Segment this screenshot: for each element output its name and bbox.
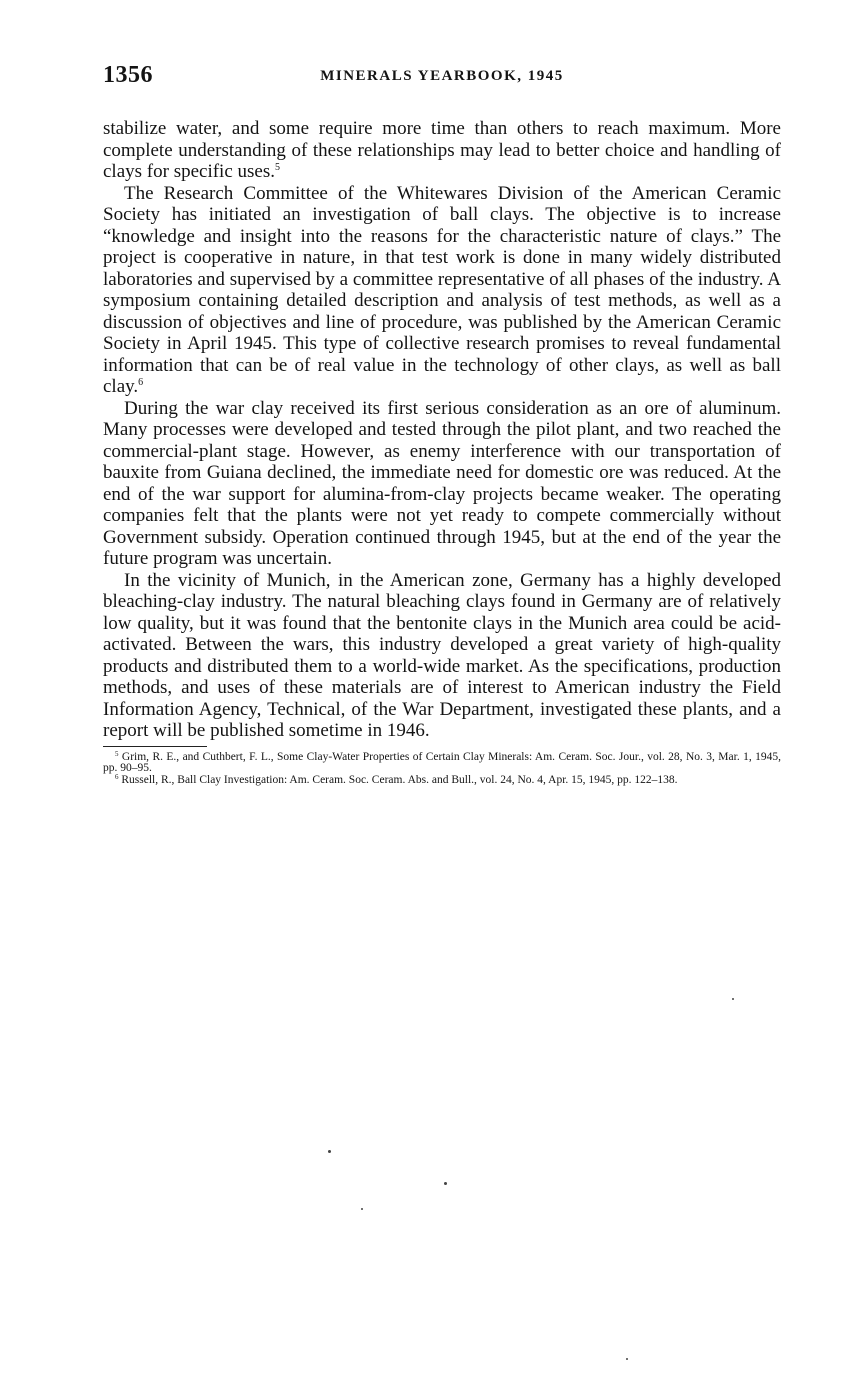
running-head — [103, 62, 781, 96]
footnote-mark: 6 — [115, 772, 119, 781]
paragraph-text: The Research Committee of the Whitewares Division of the American Ceramic Society has initiated an investigation of ball clays. The objective is to increase “knowledge and insight into the reasons for the characteristic nature of clays.” The project is cooperative in nature, in that test work is done in many widely distributed laboratories and supervised by a committee representative of all phases of the industry. A symposium containing detailed description and analysis of test methods, as well as a discussion of objectives and line of procedure, was published by the American Ceramic Society in April 1945. This type of collective research promises to reveal fundamental information that can be of real value in the technology of other clays, as well as ball clay. — [103, 182, 781, 397]
page-number: 1356 — [103, 62, 153, 88]
page — [103, 62, 781, 786]
body-text — [103, 118, 781, 742]
scan-speck — [732, 998, 734, 1000]
footnote-text: Russell, R., Ball Clay Investigation: Am. Ceram. Soc. Ceram. Abs. and Bull., vol. 24, No. 4, Apr. 15, 1945, pp. 122–138. — [121, 773, 678, 786]
paragraph-text: During the war clay received its first serious consideration as an ore of aluminum. Many processes were developed and tested through the pilot plant, and two reached the commercial-plant stage. However, as enemy interference with our transportation of bauxite from Guiana declined, the immediate need for domestic ore was reduced. At the end of the war support for alumina-from-clay projects became weaker. The operating companies felt that the plants were not yet ready to compete commercially without Government subsidy. Operation continued through 1945, but at the end of the year the future program was uncertain. — [103, 397, 781, 569]
footnote-6 — [103, 772, 781, 787]
paragraph-clay-aluminum-ore — [103, 398, 781, 570]
footnote-divider — [103, 746, 207, 747]
paragraph-text: In the vicinity of Munich, in the American zone, Germany has a highly developed bleaching-clay industry. The natural bleaching clays found in Germany are of relatively low quality, but it was found that the bentonite clays in the Munich area could be acid-activated. Between the wars, this industry developed a great variety of high-quality products and distributed them to a world-wide market. As the specifications, production methods, and uses of these materials are of interest to American industry the Field Information Agency, Technical, of the War Department, investigated these plants, and a report will be published sometime in 1946. — [103, 569, 781, 741]
footnote-reference: 5 — [275, 162, 280, 173]
paragraph-munich-bleaching-clay — [103, 570, 781, 742]
paragraph-continuation — [103, 118, 781, 183]
footnotes — [103, 749, 782, 787]
footnote-mark: 5 — [115, 749, 119, 758]
scan-speck — [361, 1208, 363, 1210]
footnote-reference: 6 — [138, 377, 144, 388]
scan-speck — [328, 1150, 331, 1153]
paragraph-text: stabilize water, and some require more time than others to reach maximum. More complete understanding of these relationships may lead to better choice and handling of clays for specific uses. — [103, 118, 781, 182]
scan-speck — [626, 1358, 628, 1360]
scan-speck — [444, 1182, 447, 1185]
footnote-5 — [103, 749, 782, 775]
running-title: MINERALS YEARBOOK, 1945 — [320, 68, 564, 84]
paragraph-ball-clay-research — [103, 183, 781, 398]
footnote-text: Grim, R. E., and Cuthbert, F. L., Some Clay-Water Properties of Certain Clay Minerals: Am. Ceram. Soc. Jour., vol. 28, No. 3, Mar. 1, 1945, pp. 90–95. — [103, 750, 782, 774]
